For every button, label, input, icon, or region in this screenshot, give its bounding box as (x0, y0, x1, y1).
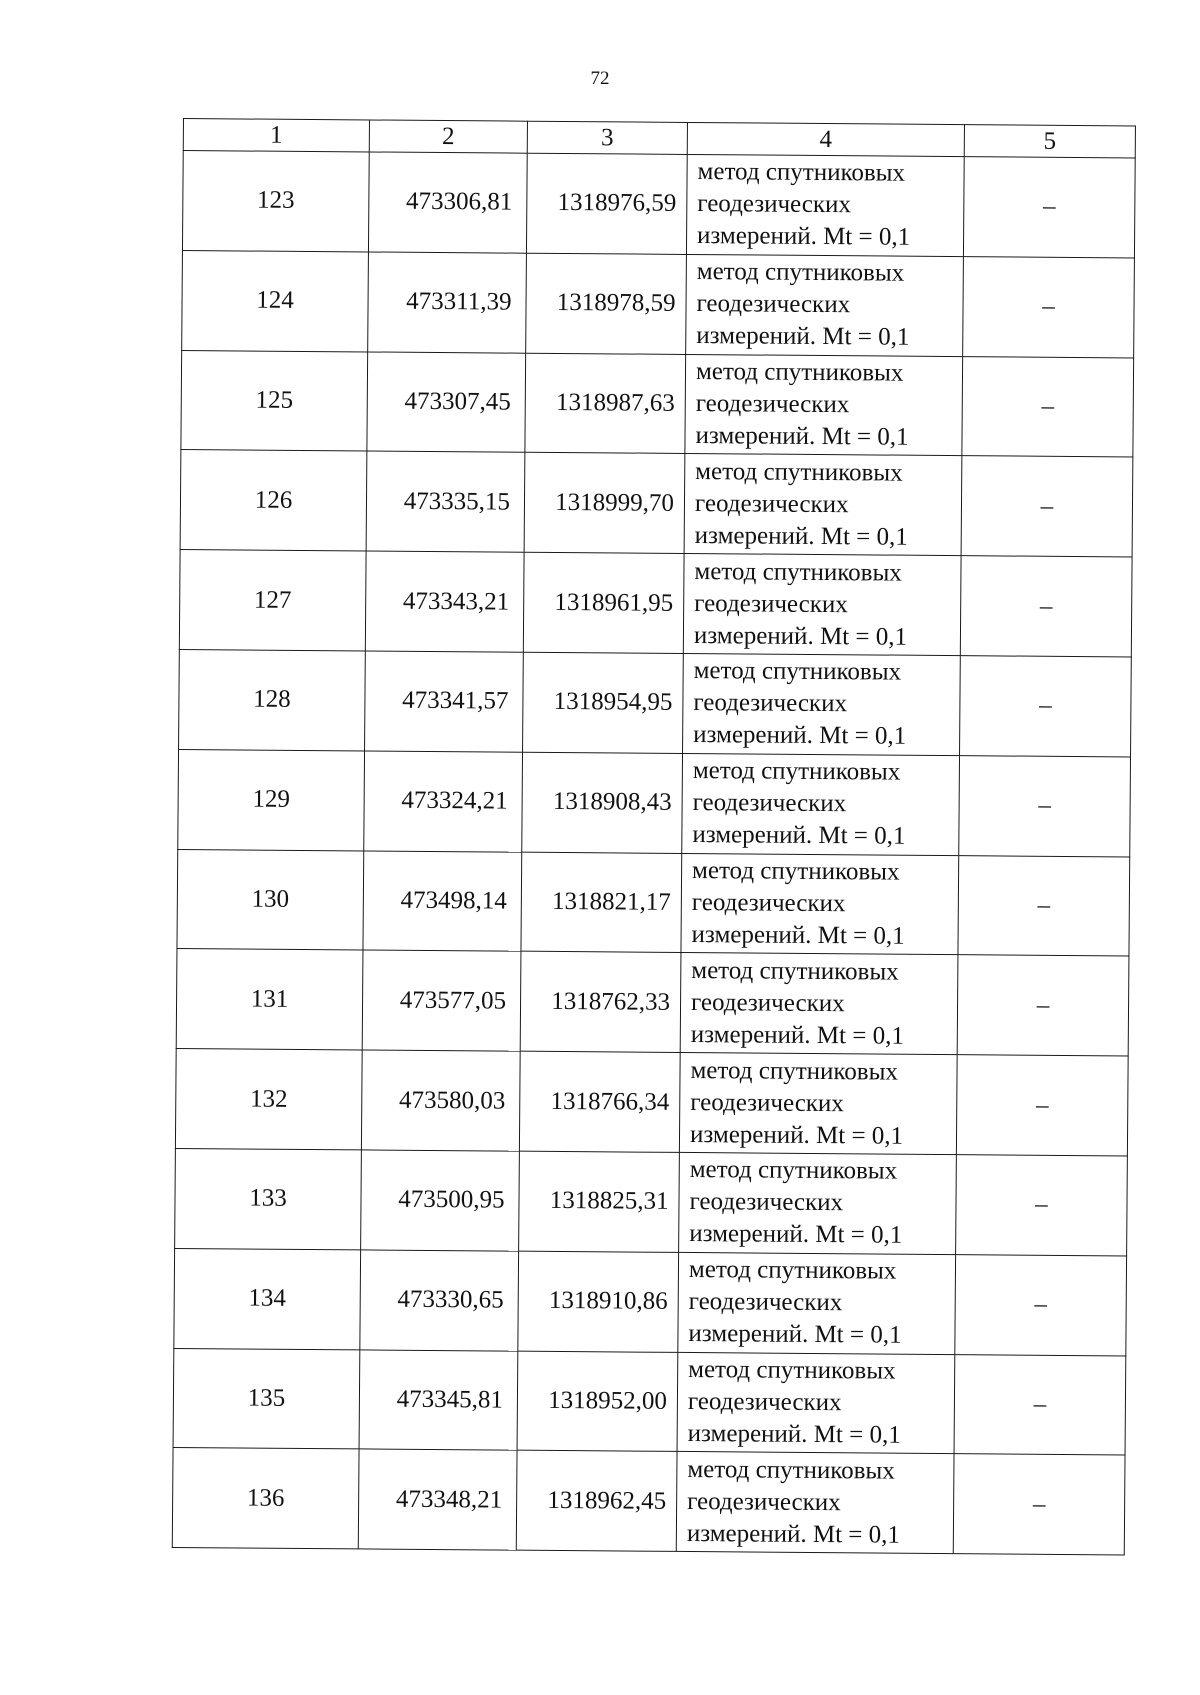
method-line: измерений. Mt = 0,1 (686, 1519, 901, 1549)
table-row (174, 1248, 1127, 1355)
note-cell: – (956, 1055, 1128, 1156)
point-number-cell: 129 (178, 749, 365, 850)
point-number-cell: 124 (182, 250, 369, 351)
header-cell-4: 4 (687, 122, 964, 156)
y-coordinate-cell: 1318978,59 (526, 253, 687, 354)
method-line: метод спутниковых (690, 1056, 899, 1086)
method-line: геодезических (687, 1487, 841, 1516)
table-row (182, 250, 1135, 357)
table-body (172, 151, 1135, 1556)
x-coordinate-cell: 473335,15 (366, 451, 525, 552)
method-line: измерений. Mt = 0,1 (689, 1120, 904, 1150)
method-line: геодезических (689, 1188, 844, 1217)
method-line: метод спутниковых (691, 856, 900, 886)
method-line: измерений. Mt = 0,1 (693, 621, 908, 651)
method-line: измерений. Mt = 0,1 (694, 521, 908, 551)
note-cell: – (960, 556, 1132, 657)
method-line: геодезических (693, 689, 848, 718)
x-coordinate-cell: 473306,81 (368, 152, 527, 253)
note-cell: – (953, 1454, 1125, 1555)
point-number-cell: 125 (181, 350, 368, 451)
method-line: измерений. Mt = 0,1 (696, 222, 911, 252)
x-coordinate-cell: 473341,57 (365, 651, 524, 752)
x-coordinate-cell: 473330,65 (360, 1250, 519, 1351)
method-line: метод спутниковых (688, 1256, 897, 1285)
table-row (179, 649, 1132, 756)
note-cell: – (962, 356, 1134, 457)
method-cell (679, 1152, 957, 1254)
x-coordinate-cell: 473311,39 (368, 252, 527, 353)
method-cell (678, 1252, 956, 1354)
method-line: геодезических (696, 290, 851, 319)
x-coordinate-cell: 473324,21 (364, 751, 523, 852)
method-cell (679, 1053, 957, 1155)
y-coordinate-cell: 1318910,86 (518, 1251, 679, 1352)
method-line: измерений. Mt = 0,1 (687, 1419, 901, 1449)
method-line: измерений. Mt = 0,1 (696, 322, 910, 351)
header-cell-5: 5 (964, 125, 1135, 158)
note-cell: – (961, 456, 1133, 557)
method-line: геодезических (690, 988, 845, 1017)
y-coordinate-cell: 1318961,95 (523, 552, 684, 653)
method-line: метод спутниковых (689, 1156, 898, 1186)
y-coordinate-cell: 1318976,59 (526, 153, 687, 254)
method-line: метод спутниковых (695, 457, 903, 487)
method-line: измерений. Mt = 0,1 (691, 920, 905, 950)
method-cell (677, 1352, 955, 1454)
method-cell (686, 154, 964, 256)
point-number-cell: 131 (176, 949, 363, 1050)
y-coordinate-cell: 1318908,43 (522, 752, 683, 853)
header-cell-2: 2 (369, 120, 527, 153)
x-coordinate-cell: 473498,14 (363, 851, 522, 952)
y-coordinate-cell: 1318962,45 (516, 1451, 677, 1552)
method-line: метод спутниковых (695, 358, 904, 387)
method-line: измерений. Mt = 0,1 (693, 721, 907, 751)
point-number-cell: 135 (173, 1348, 360, 1449)
method-line: геодезических (692, 789, 847, 818)
note-cell: – (963, 157, 1135, 258)
table-row (180, 450, 1133, 557)
method-cell (680, 953, 958, 1055)
table-row (179, 550, 1132, 657)
method-line: геодезических (697, 190, 852, 219)
point-number-cell: 133 (175, 1148, 362, 1249)
method-line: метод спутниковых (691, 956, 899, 986)
x-coordinate-cell: 473345,81 (359, 1349, 518, 1450)
method-line: геодезических (688, 1288, 843, 1317)
y-coordinate-cell: 1318999,70 (524, 453, 685, 554)
x-coordinate-cell: 473343,21 (365, 551, 524, 652)
table-row (181, 350, 1134, 457)
method-line: измерений. Mt = 0,1 (690, 1020, 904, 1050)
note-cell: – (957, 955, 1129, 1056)
method-line: метод спутниковых (687, 1455, 895, 1485)
point-number-cell: 128 (179, 649, 366, 750)
method-cell (681, 853, 959, 955)
coordinates-table (172, 118, 1136, 1556)
method-line: геодезических (687, 1387, 842, 1417)
table-row (182, 151, 1135, 258)
table-row (175, 1148, 1128, 1255)
note-cell: – (959, 755, 1131, 856)
y-coordinate-cell: 1318825,31 (519, 1151, 680, 1252)
x-coordinate-cell: 473577,05 (362, 950, 521, 1051)
method-line: измерений. Mt = 0,1 (688, 1320, 902, 1349)
point-number-cell: 134 (174, 1248, 361, 1349)
method-cell (676, 1452, 954, 1554)
method-line: метод спутниковых (694, 557, 902, 587)
method-line: измерений. Mt = 0,1 (689, 1220, 903, 1250)
method-line: геодезических (694, 489, 849, 519)
table-row (176, 949, 1129, 1056)
y-coordinate-cell: 1318766,34 (519, 1051, 680, 1152)
table-row (175, 1049, 1128, 1156)
note-cell: – (954, 1354, 1126, 1455)
x-coordinate-cell: 473580,03 (361, 1050, 520, 1151)
method-cell (686, 254, 964, 356)
table-row (177, 849, 1130, 956)
method-line: метод спутниковых (688, 1355, 896, 1385)
x-coordinate-cell: 473307,45 (367, 352, 526, 453)
x-coordinate-cell: 473500,95 (361, 1150, 520, 1251)
method-line: измерений. Mt = 0,1 (695, 422, 909, 451)
point-number-cell: 127 (179, 550, 366, 651)
method-line: метод спутниковых (693, 657, 902, 687)
y-coordinate-cell: 1318821,17 (521, 852, 682, 953)
y-coordinate-cell: 1318954,95 (523, 652, 684, 753)
y-coordinate-cell: 1318762,33 (520, 952, 681, 1053)
method-line: метод спутниковых (696, 258, 905, 287)
y-coordinate-cell: 1318987,63 (525, 353, 686, 454)
note-cell: – (958, 855, 1130, 956)
method-line: измерений. Mt = 0,1 (692, 821, 906, 850)
header-cell-3: 3 (527, 121, 687, 154)
method-cell (683, 653, 961, 755)
x-coordinate-cell: 473348,21 (358, 1449, 517, 1550)
method-line: метод спутниковых (697, 158, 906, 188)
method-cell (684, 454, 962, 556)
point-number-cell: 123 (182, 151, 369, 252)
header-cell-1: 1 (183, 119, 369, 152)
table-row (178, 749, 1131, 856)
point-number-cell: 132 (175, 1049, 362, 1150)
point-number-cell: 136 (172, 1448, 359, 1549)
method-line: метод спутниковых (692, 757, 901, 786)
y-coordinate-cell: 1318952,00 (517, 1351, 678, 1452)
method-line: геодезических (690, 1088, 844, 1117)
table-row (172, 1448, 1125, 1555)
method-cell (685, 354, 963, 456)
point-number-cell: 126 (180, 450, 367, 551)
note-cell: – (963, 256, 1135, 357)
table-row (173, 1348, 1126, 1455)
page-number: 72 (590, 68, 610, 89)
note-cell: – (956, 1155, 1128, 1256)
note-cell: – (955, 1254, 1127, 1355)
method-line: геодезических (694, 589, 848, 618)
note-cell: – (960, 656, 1132, 757)
point-number-cell: 130 (177, 849, 364, 950)
method-cell (682, 753, 960, 855)
method-line: геодезических (695, 390, 850, 419)
method-cell (683, 554, 961, 656)
method-line: геодезических (691, 888, 846, 918)
